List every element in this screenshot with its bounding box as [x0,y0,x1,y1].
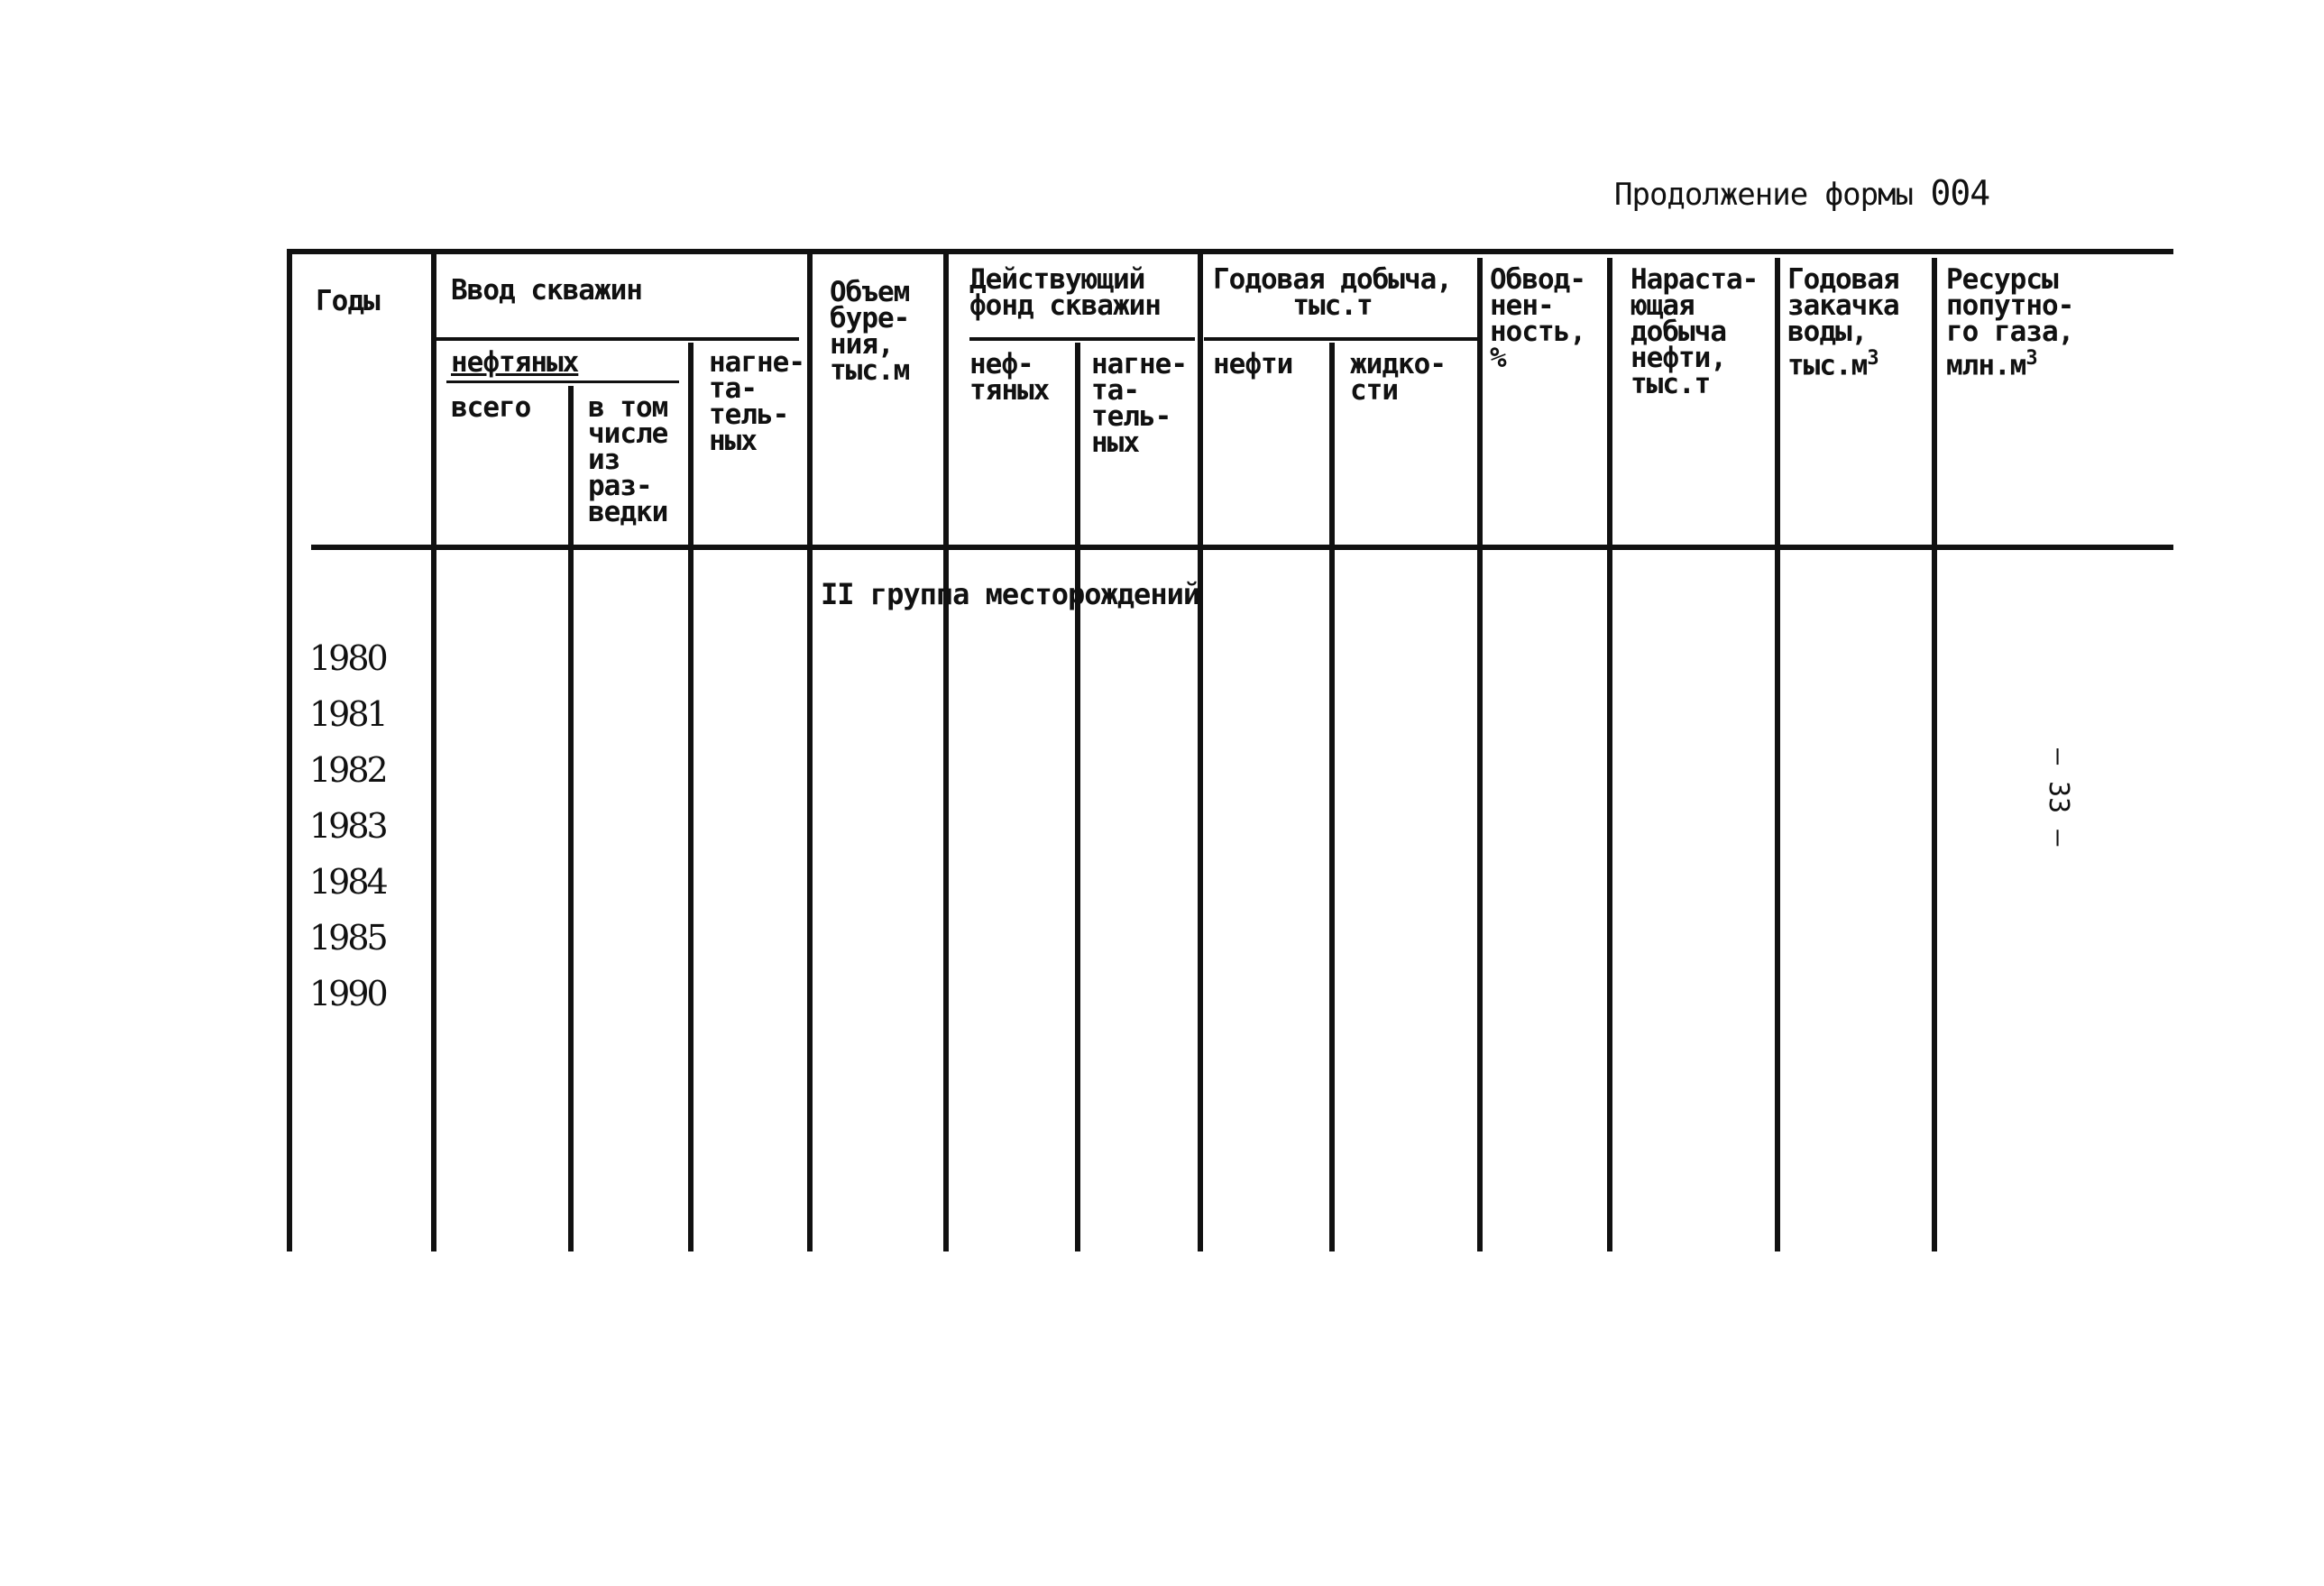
col-border-7 [1198,249,1203,1251]
header-annual-production: Годовая добыча, тыс.т [1213,263,1452,322]
superscript-3: 3 [2025,347,2037,370]
caption-text: Продолжение формы [1614,177,1913,213]
header-drilling-volume: Объем буре- ния, тыс.м [830,276,910,387]
col-border-9 [1477,258,1483,1251]
col-border-4 [807,249,813,1251]
year-row: 1983 [309,806,386,846]
header-well-input: Ввод скважин [451,274,642,307]
col-border-11 [1775,258,1780,1251]
year-row: 1980 [309,638,386,678]
header-injection: нагне- та- тель- ных [709,346,804,457]
header-oil: нефтяных [451,346,579,379]
header-prod-liquid: жидко- сти [1350,348,1446,407]
year-row: 1984 [309,862,386,902]
header-cumulative: Нараста- ющая добыча нефти, тыс.т [1630,263,1759,400]
col-border-8 [1329,343,1335,1251]
form-number: 004 [1930,173,1990,213]
header-water-cut: Обвод- нен- ность, % [1490,263,1585,374]
year-row: 1985 [309,918,386,958]
header-active-injection: нагне- та- тель- ных [1091,348,1187,459]
col-border-12 [1932,258,1937,1251]
year-row: 1981 [309,694,386,734]
year-row: 1982 [309,750,386,790]
header-gas-resources [1946,263,2074,382]
header-divider-oil [446,380,679,383]
header-active-oil: неф- тяных [969,348,1050,407]
header-water-injection [1787,263,1899,382]
year-row: 1990 [309,974,386,1013]
col-border-2 [568,386,574,1251]
header-prod-oil: нефти [1213,348,1293,380]
header-total: всего [451,391,531,424]
col-border-left [287,249,292,1251]
header-divider-well-input [435,337,799,341]
group-label: II группа месторождений [821,577,1200,611]
col-border-6 [1075,343,1080,1251]
header-divider-active-fund [969,337,1195,341]
form-caption [1614,173,1989,213]
table-top-border [287,249,2173,254]
col-border-5 [943,249,949,1251]
page-number: – 33 – [2043,748,2074,847]
header-divider-production [1204,337,1480,341]
gas-resources-text: Ресурсы попутно- го газа, млн.м [1946,263,2074,382]
header-years: Годы [316,285,380,317]
col-border-10 [1607,258,1612,1251]
superscript-3: 3 [1867,347,1878,370]
water-injection-text: Годовая закачка воды, тыс.м [1787,263,1899,382]
header-incl-exploration: в том числе из раз- ведки [588,391,668,528]
col-border-3 [688,343,694,1251]
header-active-fund: Действующий фонд скважин [969,263,1161,322]
header-bottom-border [311,545,2173,550]
col-border-1 [431,249,436,1251]
